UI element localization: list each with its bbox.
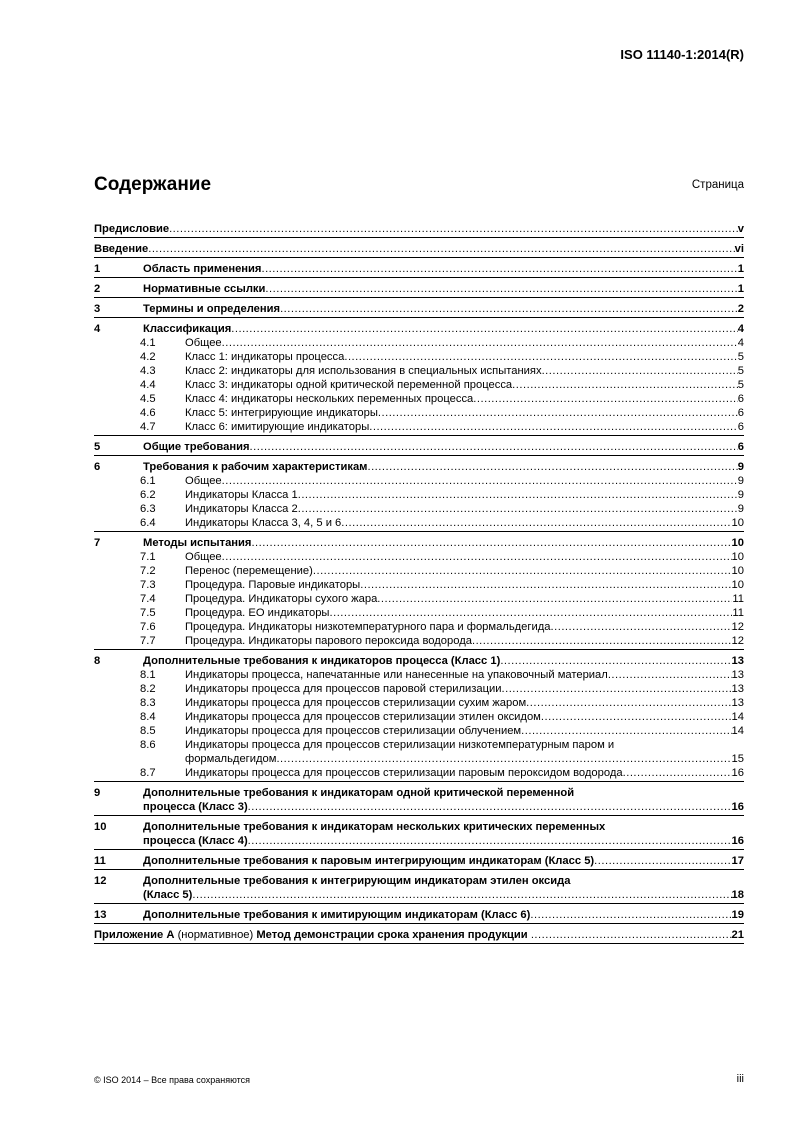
subsection-number: 8.3 (140, 697, 156, 709)
section-title: Область применения ..... (143, 262, 738, 276)
section-number: 6 (94, 461, 101, 473)
toc-subsection-4.7[interactable] (94, 420, 744, 434)
toc-subsection-6.4[interactable] (94, 516, 744, 530)
subsection-page: 10 (731, 579, 744, 591)
subsection-title: Индикаторы процесса для процессов стерилизации сухим жаром ..... (185, 696, 732, 710)
section-number: 4 (94, 323, 101, 335)
section-page: 6 (737, 441, 744, 453)
document-id: ISO 11140-1:2014(R) (620, 47, 744, 62)
toc-entry-page: v (737, 223, 744, 235)
subsection-title: Класс 6: имитирующие индикаторы ..... (185, 420, 738, 434)
subsection-title: Класс 3: индикаторы одной критической переменной процесса ..... (185, 378, 738, 392)
subsection-title: Индикаторы Класса 2 ..... (185, 502, 738, 516)
subsection-title: Перенос (перемещение) ..... (185, 564, 732, 578)
section-number: 5 (94, 441, 101, 453)
section-number: 2 (94, 283, 101, 295)
toc-subsection-7.1[interactable] (94, 550, 744, 564)
toc-subsection-4.6[interactable] (94, 406, 744, 420)
subsection-title: Класс 1: индикаторы процесса ..... (185, 350, 738, 364)
subsection-number: 7.7 (140, 635, 156, 647)
subsection-page: 16 (731, 767, 744, 779)
subsection-page: 6 (737, 407, 744, 419)
subsection-title: Процедура. Индикаторы низкотемпературного пара и формальдегида ..... (185, 620, 732, 634)
subsection-page: 6 (737, 421, 744, 433)
subsection-number: 4.7 (140, 421, 156, 433)
section-title: Дополнительные требования к паровым интегрирующим индикаторам (Класс 5) ..... (143, 854, 732, 868)
subsection-number: 8.6 (140, 739, 156, 751)
section-number: 8 (94, 655, 101, 667)
toc-entry-page: vi (734, 243, 744, 255)
section-title: Дополнительные требования к имитирующим индикаторам (Класс 6) ..... (143, 908, 732, 922)
toc-section-13[interactable] (94, 908, 744, 924)
toc-subsection-8.3[interactable] (94, 696, 744, 710)
toc-entry-page: 21 (731, 929, 744, 941)
subsection-number: 4.2 (140, 351, 156, 363)
toc-section-5[interactable] (94, 440, 744, 456)
section-title-line1: Дополнительные требования к интегрирующим индикаторам этилен оксида (143, 875, 571, 887)
section-title: Общие требования ..... (143, 440, 738, 454)
subsection-number: 7.1 (140, 551, 156, 563)
subsection-title: Общее ..... (185, 336, 738, 350)
toc-entry-title: Предисловие ..... (94, 222, 738, 236)
subsection-number: 6.1 (140, 475, 156, 487)
toc-subsection-6.3[interactable] (94, 502, 744, 516)
toc-section-12[interactable] (94, 874, 744, 904)
subsection-title: Класс 5: интегрирующие индикаторы ..... (185, 406, 738, 420)
toc-subsection-8.4[interactable] (94, 710, 744, 724)
subsection-page: 10 (731, 517, 744, 529)
subsection-title-line1: Индикаторы процесса для процессов стерилизации низкотемпературным паром и (185, 739, 615, 751)
section-page: 10 (731, 537, 744, 549)
subsection-page: 14 (731, 711, 744, 723)
subsection-number: 8.2 (140, 683, 156, 695)
subsection-number: 4.3 (140, 365, 156, 377)
section-page: 1 (737, 283, 744, 295)
toc-subsection-6.2[interactable] (94, 488, 744, 502)
subsection-title: Индикаторы процесса, напечатанные или нанесенные на упаковочный материал ..... (185, 668, 732, 682)
subsection-number: 8.1 (140, 669, 156, 681)
subsection-title: Индикаторы процесса для процессов стерилизации этилен оксидом ..... (185, 710, 732, 724)
subsection-title: Индикаторы Класса 1 ..... (185, 488, 738, 502)
toc-subsection-8.2[interactable] (94, 682, 744, 696)
toc-subsection-7.2[interactable] (94, 564, 744, 578)
subsection-title: Общее ..... (185, 474, 738, 488)
toc-subsection-4.4[interactable] (94, 378, 744, 392)
toc-section-8[interactable] (94, 654, 744, 782)
section-page: 2 (737, 303, 744, 315)
section-title: Классификация ..... (143, 322, 738, 336)
subsection-page: 10 (731, 551, 744, 563)
subsection-title: Индикаторы Класса 3, 4, 5 и 6 ..... (185, 516, 732, 530)
subsection-page: 13 (731, 669, 744, 681)
subsection-number: 7.4 (140, 593, 156, 605)
table-of-contents (94, 222, 744, 948)
subsection-page: 5 (737, 379, 744, 391)
annex-kind: (нормативное) (177, 929, 254, 941)
toc-section-2[interactable] (94, 282, 744, 298)
section-page: 9 (737, 461, 744, 473)
toc-subsection-4.2[interactable] (94, 350, 744, 364)
subsection-title: Процедура. Индикаторы сухого жара ..... (185, 592, 732, 606)
subsection-title: формальдегидом ..... (185, 752, 732, 766)
subsection-number: 7.6 (140, 621, 156, 633)
subsection-page: 9 (737, 503, 744, 515)
subsection-page: 11 (732, 607, 744, 619)
toc-entry-annex-a[interactable] (94, 928, 744, 944)
subsection-page: 12 (731, 621, 744, 633)
subsection-title: Класс 4: индикаторы нескольких переменных процесса ..... (185, 392, 738, 406)
subsection-number: 4.5 (140, 393, 156, 405)
subsection-number: 6.3 (140, 503, 156, 515)
toc-subsection-7.7[interactable] (94, 634, 744, 648)
subsection-number: 7.3 (140, 579, 156, 591)
section-page: 16 (731, 835, 744, 847)
section-page: 4 (737, 323, 744, 335)
toc-subsection-8.7[interactable] (94, 766, 744, 780)
toc-subsection-7.5[interactable] (94, 606, 744, 620)
toc-section-1[interactable] (94, 262, 744, 278)
toc-section-7[interactable] (94, 536, 744, 650)
subsection-number: 7.5 (140, 607, 156, 619)
toc-subsection-7.4[interactable] (94, 592, 744, 606)
toc-subsection-4.1[interactable] (94, 336, 744, 350)
toc-subsection-7.3[interactable] (94, 578, 744, 592)
section-title: процесса (Класс 3) ..... (143, 800, 732, 814)
section-page: 1 (737, 263, 744, 275)
subsection-page: 13 (731, 683, 744, 695)
toc-entry-foreword[interactable] (94, 222, 744, 238)
toc-subsection-4.5[interactable] (94, 392, 744, 406)
section-number: 13 (94, 909, 107, 921)
subsection-number: 8.5 (140, 725, 156, 737)
subsection-number: 6.4 (140, 517, 156, 529)
subsection-page: 15 (731, 753, 744, 765)
subsection-page: 6 (737, 393, 744, 405)
toc-subsection-8.1[interactable] (94, 668, 744, 682)
toc-subsection-8.5[interactable] (94, 724, 744, 738)
footer-page-number: iii (736, 1073, 744, 1085)
subsection-title: Индикаторы процесса для процессов стерилизации облучением ..... (185, 724, 732, 738)
toc-section-3[interactable] (94, 302, 744, 318)
subsection-number: 7.2 (140, 565, 156, 577)
section-title: Требования к рабочим характеристикам ..... (143, 460, 738, 474)
section-title-line1: Дополнительные требования к индикаторам нескольких критических переменных (143, 821, 606, 833)
subsection-number: 8.4 (140, 711, 156, 723)
subsection-page: 5 (737, 351, 744, 363)
section-page: 17 (731, 855, 744, 867)
section-number: 12 (94, 875, 107, 887)
toc-subsection-7.6[interactable] (94, 620, 744, 634)
toc-section-11[interactable] (94, 854, 744, 870)
section-page: 16 (731, 801, 744, 813)
section-number: 10 (94, 821, 107, 833)
toc-section-6[interactable] (94, 460, 744, 532)
toc-subsection-8.6[interactable] (94, 738, 744, 752)
subsection-title: Класс 2: индикаторы для использования в специальных испытаниях ..... (185, 364, 738, 378)
toc-section-10[interactable] (94, 820, 744, 850)
subsection-page: 4 (737, 337, 744, 349)
section-number: 11 (94, 855, 106, 867)
subsection-page: 5 (737, 365, 744, 377)
subsection-page: 9 (737, 489, 744, 501)
subsection-title: Процедура. Паровые индикаторы ..... (185, 578, 732, 592)
subsection-title: Процедура. ЕО индикаторы ..... (185, 606, 732, 620)
toc-subsection-4.3[interactable] (94, 364, 744, 378)
section-number: 3 (94, 303, 101, 315)
subsection-page: 10 (731, 565, 744, 577)
toc-subsection-6.1[interactable] (94, 474, 744, 488)
subsection-title: Индикаторы процесса для процессов стерилизации паровым пероксидом водорода ..... (185, 766, 732, 780)
subsection-page: 9 (737, 475, 744, 487)
section-number: 7 (94, 537, 101, 549)
section-title: Методы испытания ..... (143, 536, 732, 550)
annex-title: Метод демонстрации срока хранения продукции (256, 929, 528, 941)
section-page: 19 (731, 909, 744, 921)
subsection-number: 6.2 (140, 489, 156, 501)
toc-section-9[interactable] (94, 786, 744, 816)
subsection-title: Индикаторы процесса для процессов паровой стерилизации ..... (185, 682, 732, 696)
subsection-number: 4.4 (140, 379, 156, 391)
section-number: 1 (94, 263, 101, 275)
subsection-page: 13 (731, 697, 744, 709)
subsection-title: Общее ..... (185, 550, 732, 564)
subsection-number: 8.7 (140, 767, 156, 779)
section-title: (Класс 5) ..... (143, 888, 732, 902)
section-title-line1: Дополнительные требования к индикаторам одной критической переменной (143, 787, 575, 799)
toc-entry-title: Введение ..... (94, 242, 735, 256)
toc-entry-introduction[interactable] (94, 242, 744, 258)
toc-sections (94, 262, 744, 924)
subsection-number: 4.6 (140, 407, 156, 419)
section-title: Дополнительные требования к индикаторов процесса (Класс 1) ..... (143, 654, 732, 668)
footer-copyright: © ISO 2014 – Все права сохраняются (94, 1075, 251, 1085)
section-title: процесса (Класс 4) ..... (143, 834, 732, 848)
section-title: Термины и определения ..... (143, 302, 738, 316)
subsection-page: 12 (731, 635, 744, 647)
section-title: Нормативные ссылки ..... (143, 282, 738, 296)
subsection-title: Процедура. Индикаторы парового пероксида водорода ..... (185, 634, 732, 648)
subsection-page: 11 (732, 593, 744, 605)
toc-title: Содержание (94, 174, 212, 195)
section-page: 13 (731, 655, 744, 667)
section-page: 18 (731, 889, 744, 901)
subsection-page: 14 (731, 725, 744, 737)
subsection-number: 4.1 (140, 337, 156, 349)
section-number: 9 (94, 787, 101, 799)
annex-prefix: Приложение А (94, 929, 175, 941)
toc-section-4[interactable] (94, 322, 744, 436)
page-column-label: Страница (691, 179, 744, 191)
